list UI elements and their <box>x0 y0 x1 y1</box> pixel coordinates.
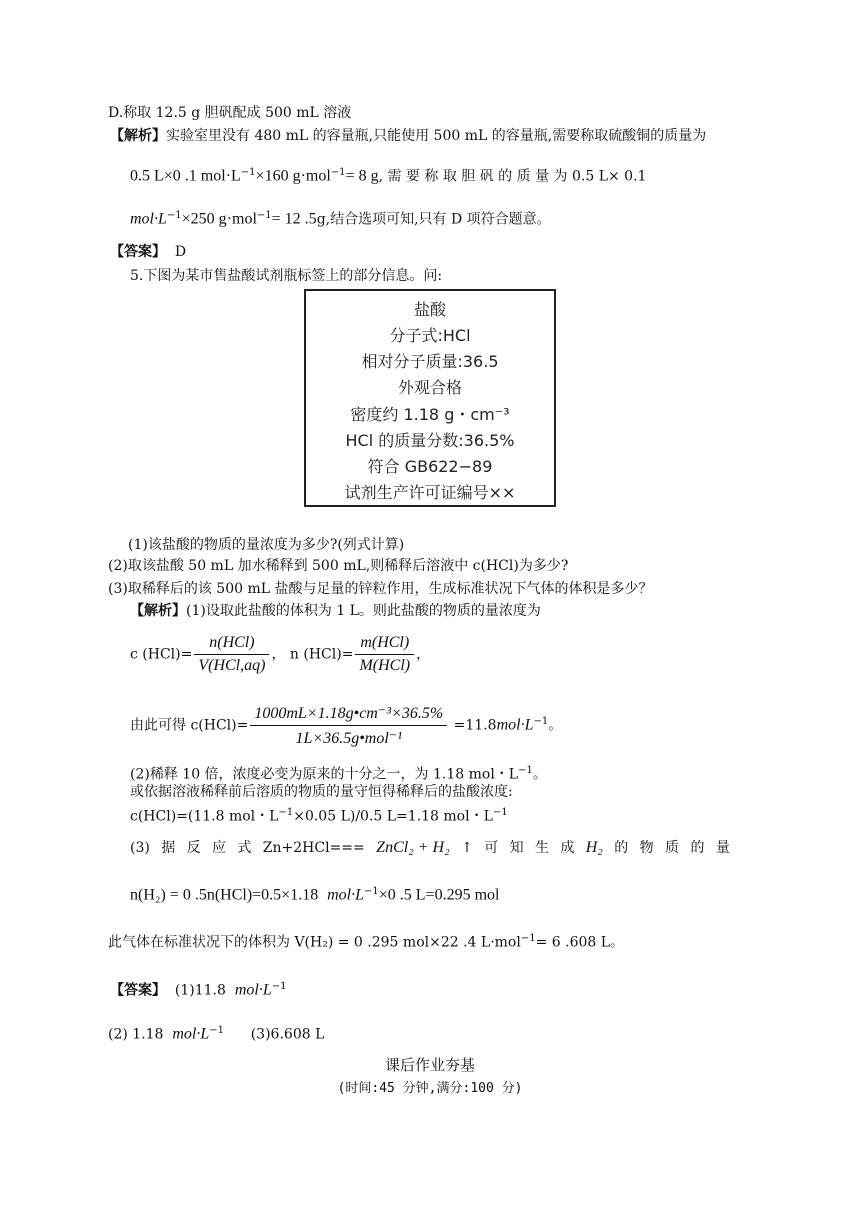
sup: −1 <box>209 1025 225 1036</box>
q4-calc-line-1 <box>130 163 730 187</box>
q4-calc1-pre: 0.5 L×0 .1 mol·L <box>130 167 241 185</box>
p3-word: Zn+2HCl=== <box>262 840 365 856</box>
q4-calc1-post: = 8 g <box>345 167 379 185</box>
fraction-m-over-M <box>355 634 414 675</box>
daan-tag: 【答案】 <box>110 982 166 999</box>
q5-part2-c <box>130 803 508 827</box>
p3-word: ZnCl₂ + H₂ <box>376 839 450 856</box>
p3b-a: n(H₂) = 0 .5n(HCl)=0.5×1.18 <box>130 886 319 904</box>
p3-word: 式 <box>237 840 252 856</box>
sup: −1 <box>330 167 346 178</box>
sup: −1 <box>271 981 287 992</box>
q4-calc-line-2 <box>130 206 551 230</box>
p3c-a: 此气体在标准状况下的体积为 V(H₂) = 0 .295 mol×22 .4 L·mol <box>108 934 521 951</box>
q5-answer-1 <box>110 977 286 1001</box>
option-d: D.称取 12.5 g 胆矾配成 500 mL 溶液 <box>108 105 352 121</box>
q5-analysis-1-text: (1)设取此盐酸的体积为 1 L。则此盐酸的物质的量浓度为 <box>186 603 541 619</box>
p2a-text: (2)稀释 10 倍，浓度必变为原来的十分之一，为 1.18 mol・L <box>130 766 519 783</box>
q4-calc1-tail: , 需 要 称 取 胆 矾 的 质 量 为 0.5 L× 0.1 <box>378 168 647 185</box>
ans2-unit: mol·L <box>172 1025 210 1043</box>
q5-analysis-1 <box>130 601 541 621</box>
q4-calc2-mid: ×250 g·mol <box>181 210 257 228</box>
sup: −1 <box>278 807 294 818</box>
q4-answer <box>110 242 186 262</box>
q4-analysis-text: 实验室里没有 480 mL 的容量瓶,只能使用 500 mL 的容量瓶,需要称取硫酸铜的质量为 <box>166 128 707 144</box>
fraction-concentration <box>250 703 447 748</box>
sup: −1 <box>533 715 549 727</box>
p3-word: 据 <box>161 840 176 856</box>
p3c-b: = 6 .608 L。 <box>535 934 625 951</box>
f3-result: =11.8 <box>453 717 497 734</box>
formula-c-n <box>130 634 430 675</box>
p2a-end: 。 <box>532 766 547 783</box>
q5-part2-b: 或依据溶液稀释前后溶质的物质的量守恒得稀释后的盐酸浓度: <box>130 784 513 800</box>
f1-lhs: c (HCl)= <box>130 646 193 663</box>
f3-unit: mol·L <box>496 716 534 734</box>
p3b-unit: mol·L <box>327 886 364 904</box>
sup: −1 <box>520 933 536 944</box>
q4-analysis <box>110 126 706 146</box>
q4-calc1-mid: ×160 g·mol <box>255 167 331 185</box>
ans3-value: (3)6.608 L <box>250 1026 325 1043</box>
daan-tag: 【答案】 <box>110 244 166 260</box>
sup: −1 <box>364 886 379 897</box>
sup: −1 <box>240 167 256 178</box>
f3-numerator: 1000mL×1.18g•cm⁻³×36.5% <box>250 703 447 726</box>
p3-word: ↑ <box>461 840 473 856</box>
f2-end: ， <box>416 646 431 663</box>
label-row-license: 试剂生产许可证编号×× <box>344 483 516 502</box>
p3-word: 物 <box>639 840 654 856</box>
reagent-label <box>304 289 556 507</box>
formula-result <box>130 703 562 748</box>
label-row-mass-fraction: HCl 的质量分数:36.5% <box>345 431 515 450</box>
f2-denominator: M(HCl) <box>359 657 411 674</box>
p3-word: 成 <box>560 840 575 856</box>
f3-denominator: 1L×36.5g•mol⁻¹ <box>295 730 403 747</box>
f1-sep: ， <box>271 646 286 663</box>
p2c-a: c(HCl)=(11.8 mol・L <box>130 808 279 825</box>
p3-word: 反 <box>186 840 201 856</box>
label-row-formula: 分子式:HCl <box>389 326 471 345</box>
label-row-name: 盐酸 <box>413 300 446 319</box>
label-row-appearance: 外观合格 <box>397 378 462 397</box>
p3-word: (3) <box>130 840 150 856</box>
label-row-molar-mass: 相对分子质量:36.5 <box>361 352 499 371</box>
q4-calc2-tail: g,结合选项可知,只有 D 项符合题意。 <box>316 211 551 228</box>
q5-part3-b <box>130 882 499 906</box>
sup: −1 <box>492 807 508 818</box>
f3-lhs: 由此可得 c(HCl)= <box>130 717 249 734</box>
fraction-n-over-v <box>194 634 269 675</box>
ans1-unit: mol·L <box>234 981 272 999</box>
sup: −1 <box>518 765 533 776</box>
q5-intro: 5.下图为某市售盐酸试剂瓶标签上的部分信息。问: <box>130 268 443 284</box>
f2-lhs: n (HCl)= <box>289 646 354 663</box>
q4-calc2-post: = 12 .5 <box>271 210 317 228</box>
f3-end: 。 <box>548 717 563 734</box>
p2c-b: ×0.05 L)/0.5 L=1.18 mol・L <box>293 808 493 825</box>
sup: −1 <box>256 210 272 221</box>
q4-answer-value: D <box>174 244 187 260</box>
section-subtitle: (时间:45 分钟,满分:100 分) <box>337 1081 523 1096</box>
section-title: 课后作业夯基 <box>384 1056 475 1074</box>
ans2-value: (2) 1.18 <box>108 1026 164 1043</box>
q5-sub2: (2)取该盐酸 50 mL 加水稀释到 500 mL,则稀释后溶液中 c(HCl)为多少? <box>108 558 569 574</box>
p3-word: 量 <box>715 840 730 856</box>
q5-part3-line <box>130 838 730 858</box>
p3-word: 应 <box>212 840 227 856</box>
jiexi-tag: 【解析】 <box>110 128 166 144</box>
ans1-value: (1)11.8 <box>174 982 226 999</box>
sup: −1 <box>166 210 182 221</box>
q5-sub1: (1)该盐酸的物质的量浓度为多少?(列式计算) <box>128 537 405 553</box>
f1-denominator: V(HCl,aq) <box>198 657 266 674</box>
p3-word: 生 <box>534 840 549 856</box>
p3-word: 的 <box>614 840 629 856</box>
p3-word: 可 <box>484 840 499 856</box>
p3b-c: ×0 .5 L=0.295 mol <box>378 886 500 904</box>
jiexi-tag: 【解析】 <box>130 603 186 619</box>
label-row-standard: 符合 GB622−89 <box>367 457 493 476</box>
q5-sub3: (3)取稀释后的该 500 mL 盐酸与足量的锌粒作用，生成标准状况下气体的体积是多少？ <box>108 581 653 597</box>
f2-numerator: m(HCl) <box>355 634 414 655</box>
p3-word: 质 <box>665 840 680 856</box>
q5-answer-2-3 <box>108 1021 324 1045</box>
p3-word: 知 <box>509 840 524 856</box>
q4-calc2-pre: mol·L <box>130 210 167 228</box>
p3-word: 的 <box>690 840 705 856</box>
q5-part3-c <box>108 929 624 953</box>
f1-numerator: n(HCl) <box>194 634 269 655</box>
label-row-density: 密度约 1.18 g・cm⁻³ <box>350 405 510 424</box>
p3-word: H₂ <box>585 839 603 856</box>
